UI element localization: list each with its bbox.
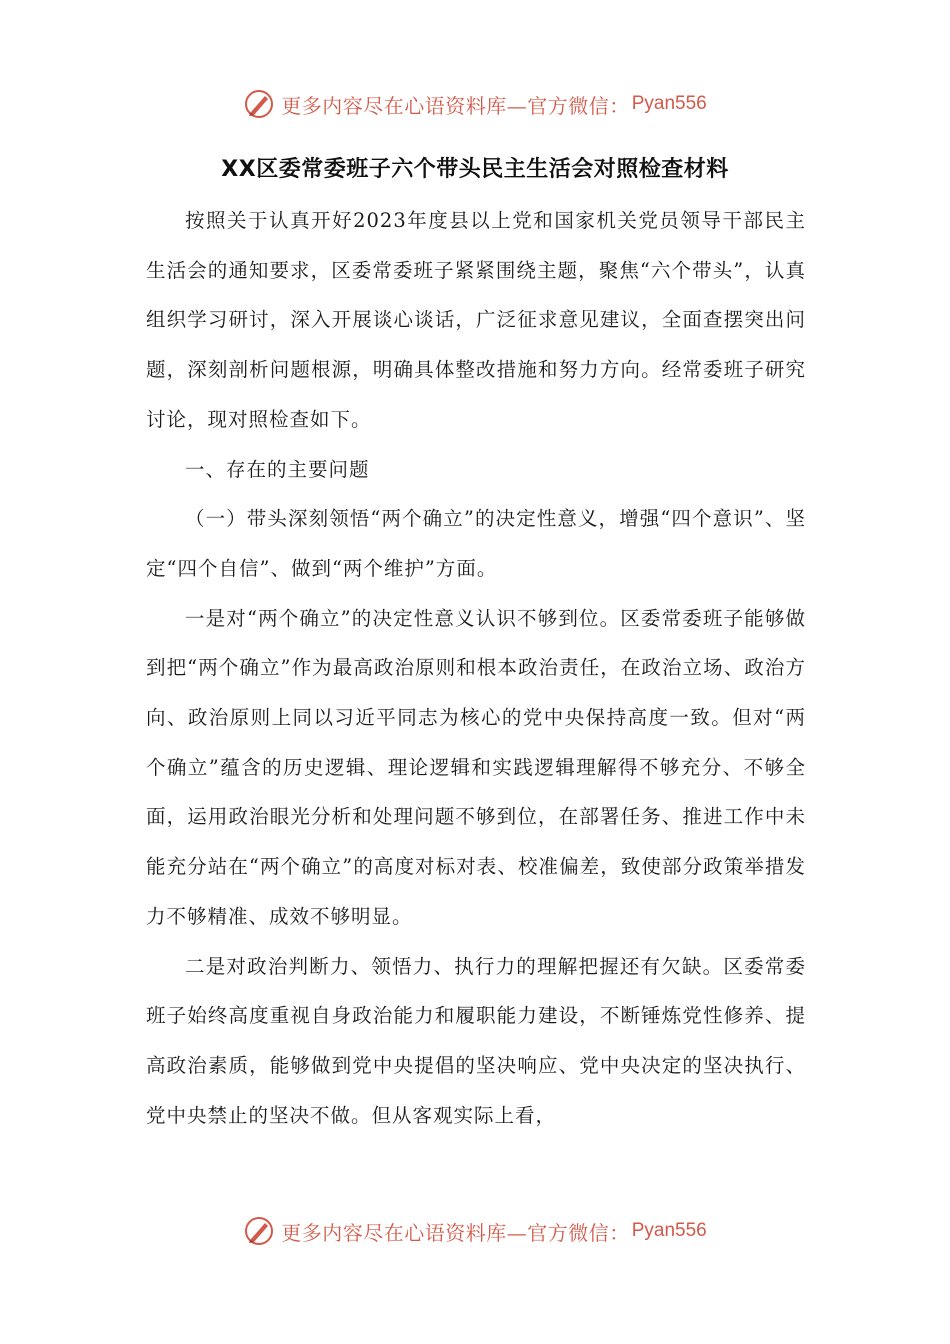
watermark-wechat-id: Pyan556 (631, 93, 707, 114)
pen-logo-icon (243, 88, 275, 120)
paragraph-point-one: 一是对“两个确立”的决定性意义认识不够到位。区委常委班子能够做到把“两个确立”作为最高政治原则和根本政治责任，在政治立场、政治方向、政治原则上同以习近平同志为核心的党中央保持高度一致。但对“两个确立”蕴含的历史逻辑、理论逻辑和实践逻辑理解得不够充分、不够全面，运用政治眼光分析和处理问题不够到位，在部署任务、推进工作中未能充分站在“两个确立”的高度对标对表、校准偏差，致使部分政策举措发力不够精准、成效不够明显。 (146, 606, 806, 928)
pen-logo-icon (243, 1215, 275, 1247)
subsection-heading: （一）带头深刻领悟“两个确立”的决定性意义，增强“四个意识”、坚定“四个自信”、做到“两个维护”方面。 (146, 507, 806, 580)
watermark-footer (0, 1211, 950, 1251)
watermark-wechat-id: Pyan556 (631, 1220, 707, 1241)
watermark-text: 更多内容尽在心语资料库—官方微信： (281, 1220, 630, 1245)
paragraph-point-two: 二是对政治判断力、领悟力、执行力的理解把握还有欠缺。区委常委班子始终高度重视自身政治能力和履职能力建设，不断锤炼党性修养、提高政治素质，能够做到党中央提倡的坚决响应、党中央决定的坚决执行、党中央禁止的坚决不做。但从客观实际上看， (146, 954, 806, 1127)
document-title: XX区委常委班子六个带头民主生活会对照检查材料 (221, 157, 729, 182)
document-body (146, 196, 806, 1140)
watermark-text: 更多内容尽在心语资料库—官方微信： (281, 93, 630, 118)
paragraph-intro: 按照关于认真开好2023年度县以上党和国家机关党员领导干部民主生活会的通知要求，区委常委班子紧紧围绕主题，聚焦“六个带头”，认真组织学习研讨，深入开展谈心谈话，广泛征求意见建议，全面查摆突出问题，深刻剖析问题根源，明确具体整改措施和努力方向。经常委班子研究讨论，现对照检查如下。 (146, 209, 806, 431)
watermark-header (0, 84, 950, 124)
section-heading: 一、存在的主要问题 (185, 457, 370, 481)
